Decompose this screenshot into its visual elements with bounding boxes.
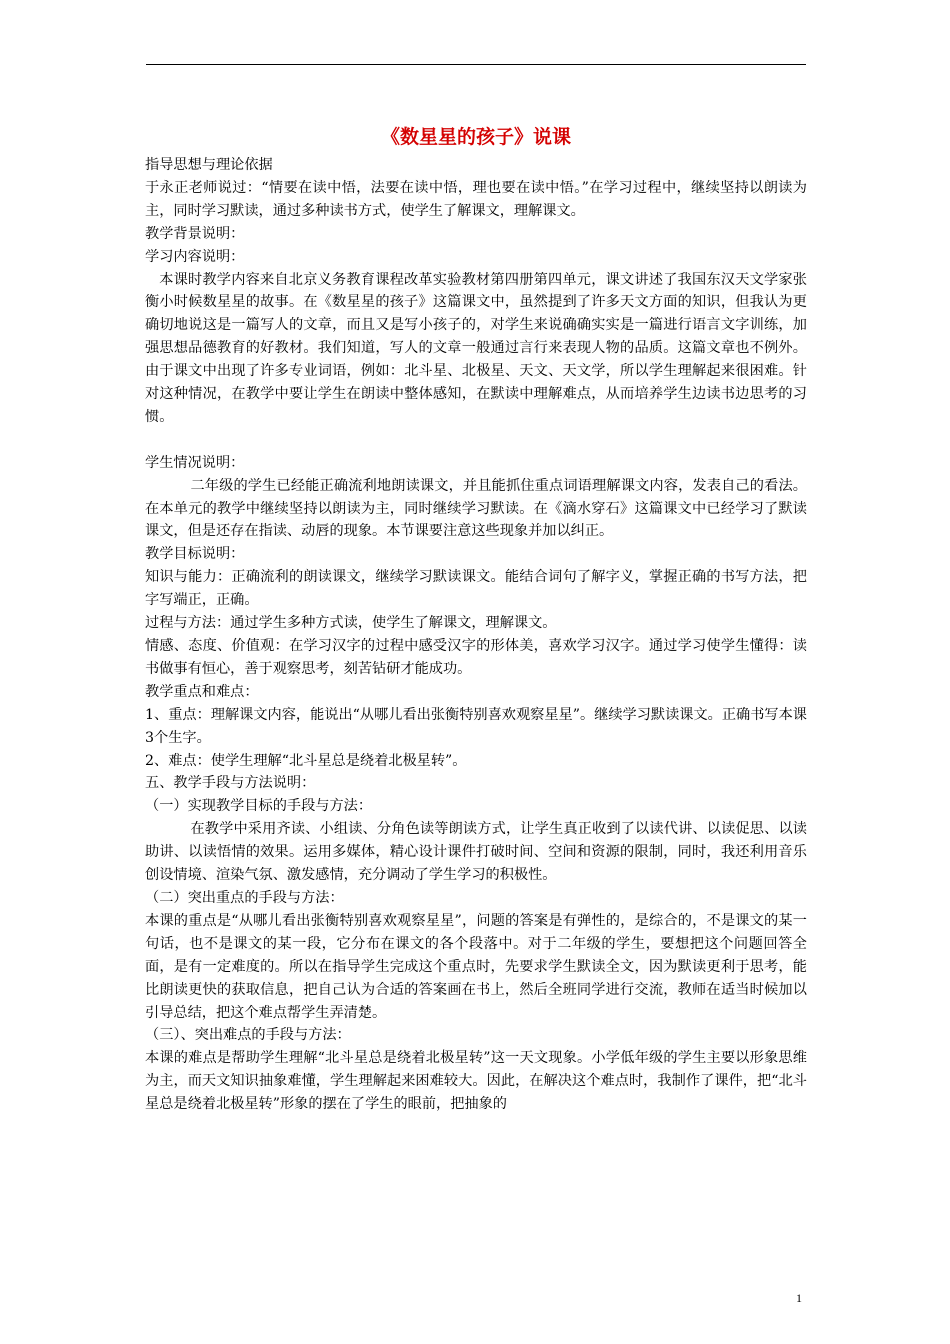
subheading-method-2: （二）突出重点的手段与方法：: [145, 889, 344, 906]
subheading-method-1: （一）实现教学目标的手段与方法：: [145, 798, 373, 815]
paragraph-method-1: 在教学中采用齐读、小组读、分角色读等朗读方式，让学生真正收到了以读代讲、以读促思、以读助讲、以读悟情的效果。运用多媒体，精心设计课件打破时间、空间和资源的限制，同时，我还利用音乐创设情境、渲染气氛、激发感情，充分调动了学生学习的积极性。: [145, 821, 807, 884]
page-number: 1: [796, 1291, 802, 1305]
paragraph-method-2: 本课的重点是“从哪儿看出张衡特别喜欢观察星星”，问题的答案是有弹性的，是综合的，不是课文的某一句话，也不是课文的某一段，它分布在课文的各个段落中。对于二年级的学生，要想把这个问题回答全面，是有一定难度的。所以在指导学生完成这个重点时，先要求学生默读全文，因为默读更利于思考，能比朗读更快的获取信息，把自己认为合适的答案画在书上，然后全班同学进行交流，教师在适当时候加以引导总结，把这个难点帮学生弄清楚。: [145, 912, 807, 1021]
section-heading-objectives: 教学目标说明：: [145, 546, 245, 563]
section-heading-background: 教学背景说明：: [145, 225, 245, 242]
document-title: 《数星星的孩子》说课: [380, 126, 571, 148]
paragraph-method-3: 本课的难点是帮助学生理解“北斗星总是绕着北极星转”这一天文现象。小学低年级的学生主要以形象思维为主，而天文知识抽象难懂，学生理解起来困难较大。因此，在解决这个难点时，我制作了课件，把“北斗星总是绕着北极星转”形象的摆在了学生的眼前，把抽象的: [145, 1050, 807, 1113]
paragraph-content: 本课时教学内容来自北京义务教育课程改革实验教材第四册第四单元，课文讲述了我国东汉天文学家张衡小时候数星星的故事。在《数星星的孩子》这篇课文中，虽然提到了许多天文方面的知识，但我认为更确切地说这是一篇写人的文章，而且又是写小孩子的，对学生来说确确实实是一篇进行语言文字训练，加强思想品德教育的好教材。我们知道，写人的文章一般通过言行来表现人物的品质。这篇文章也不例外。由于课文中出现了许多专业词语，例如：北斗星、北极星、天文、天文学，所以学生理解起来很困难。针对这种情况，在教学中要让学生在朗读中整体感知，在默读中理解难点，从而培养学生边读书边思考的习惯。: [145, 271, 807, 425]
subheading-method-3: （三）、突出难点的手段与方法：: [145, 1027, 351, 1044]
section-heading-guiding-thought: 指导思想与理论依据: [145, 157, 273, 173]
paragraph-key-point-2: 2、难点：使学生理解“北斗星总是绕着北极星转”。: [145, 752, 467, 769]
paragraph-students: 二年级的学生已经能正确流利地朗读课文，并且能抓住重点词语理解课文内容，发表自己的看法。在本单元的教学中继续坚持以朗读为主，同时继续学习默读。在《滴水穿石》这篇课文中已经学习了默读课文，但是还存在指读、动唇的现象。本节课要注意这些现象并加以纠正。: [145, 477, 807, 540]
paragraph-key-point-1: 1、重点：理解课文内容，能说出“从哪儿看出张衡特别喜欢观察星星”。继续学习默读课文。正确书写本课3个生字。: [145, 706, 807, 746]
section-heading-methods: 五、教学手段与方法说明：: [145, 775, 316, 792]
paragraph-quote: 于永正老师说过：“情要在读中悟，法要在读中悟，理也要在读中悟。”在学习过程中，继续坚持以朗读为主，同时学习默读，通过多种读书方式，使学生了解课文，理解课文。: [145, 179, 807, 219]
blank-line: [145, 429, 807, 452]
document-body: [145, 120, 807, 1116]
header-rule: [146, 64, 806, 65]
paragraph-emotion: 情感、态度、价值观：在学习汉字的过程中感受汉字的形体美，喜欢学习汉字。通过学习使学生懂得：读书做事有恒心，善于观察思考，刻苦钻研才能成功。: [145, 638, 807, 677]
paragraph-process: 过程与方法：通过学生多种方式读，使学生了解课文，理解课文。: [145, 615, 557, 632]
paragraph-knowledge: 知识与能力：正确流利的朗读课文，继续学习默读课文。能结合词句了解字义，掌握正确的书写方法，把字写端正，正确。: [145, 569, 807, 609]
section-heading-students: 学生情况说明：: [145, 454, 245, 471]
section-heading-key-points: 教学重点和难点：: [145, 683, 259, 700]
section-heading-content: 学习内容说明：: [145, 248, 245, 265]
